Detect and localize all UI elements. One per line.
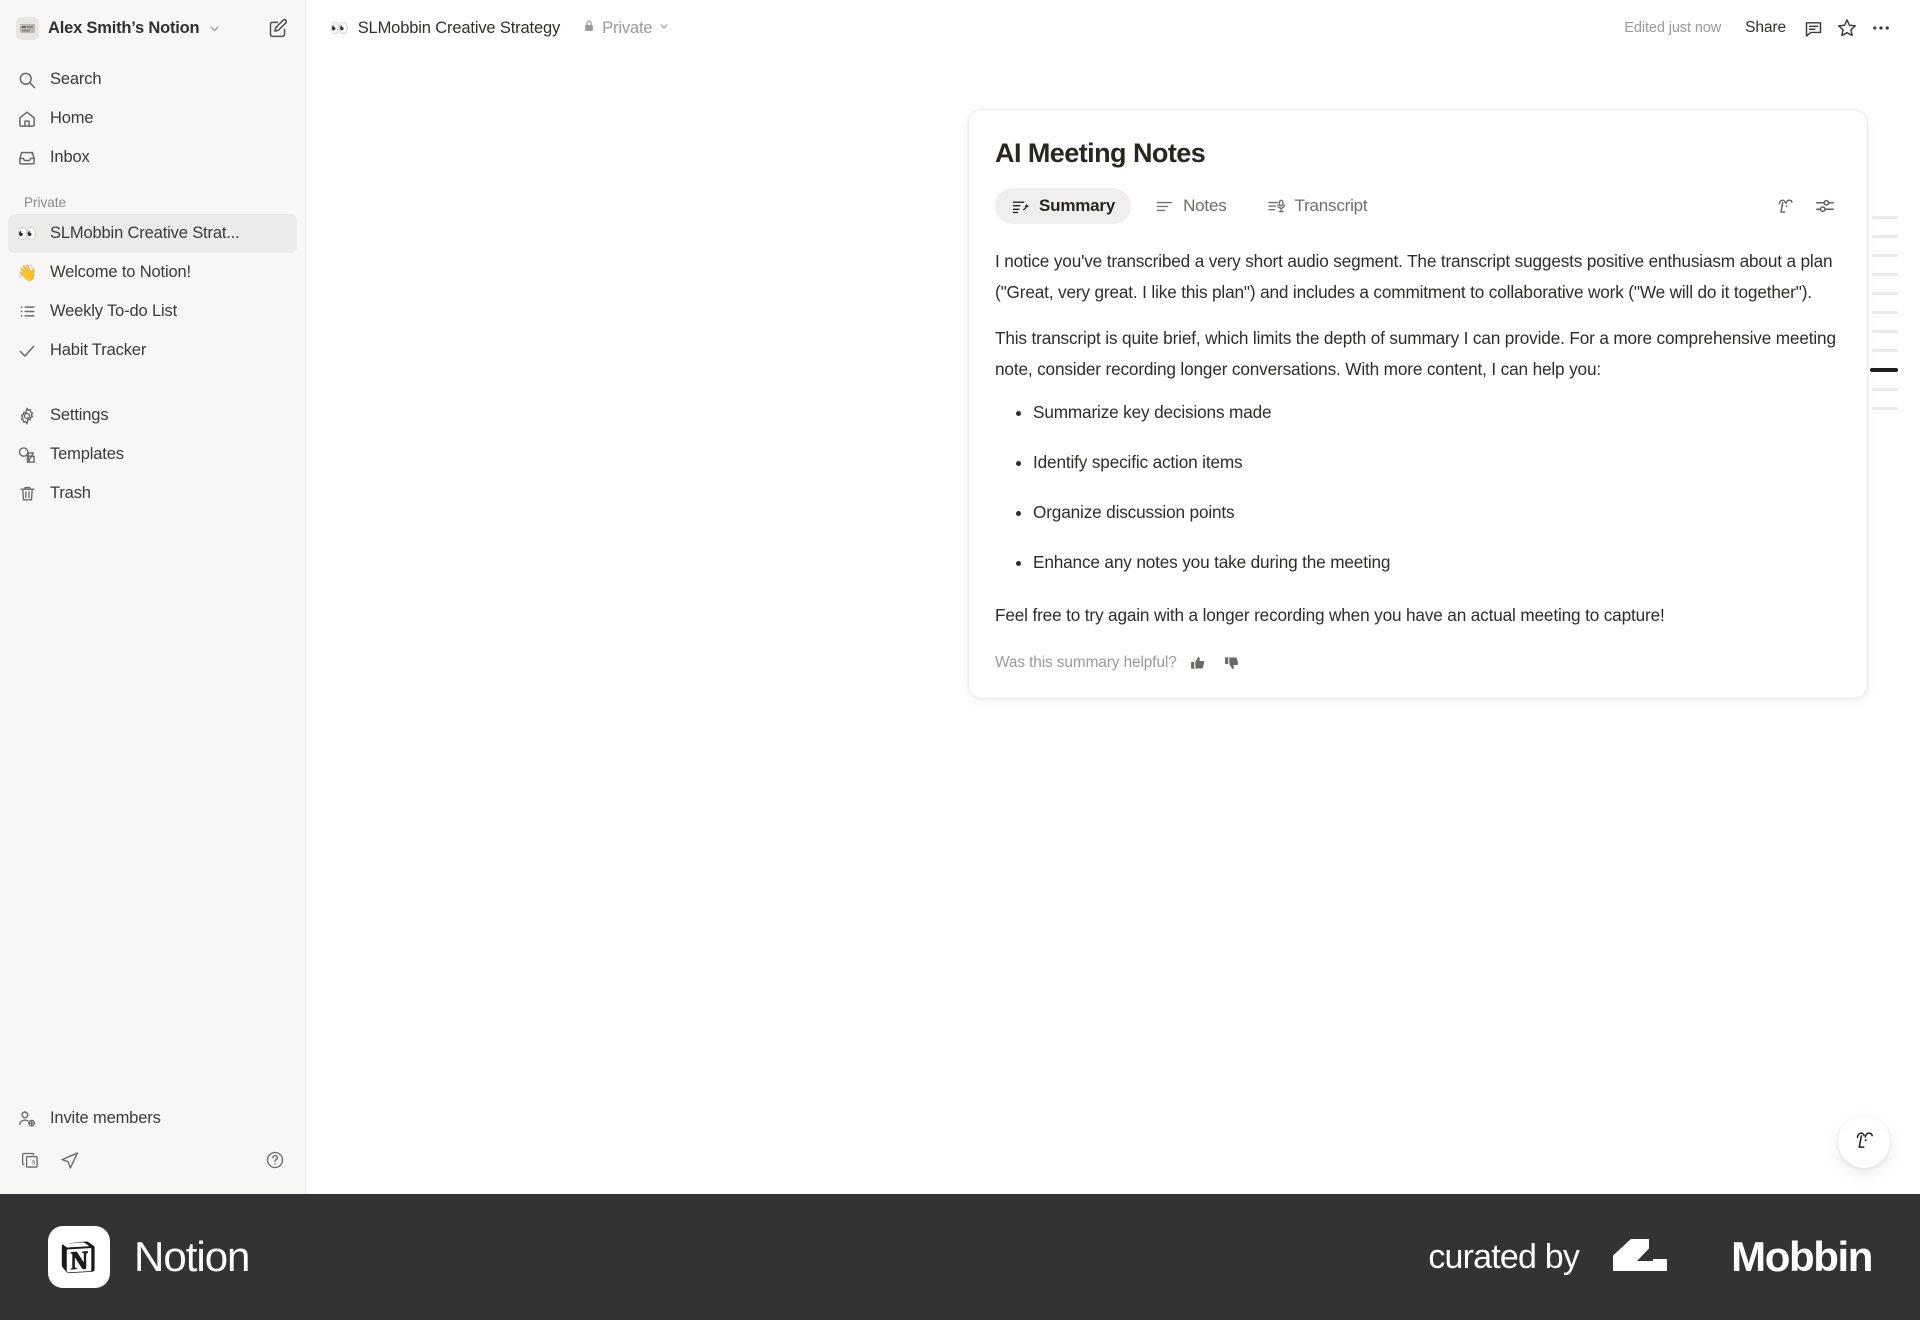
sidebar-item-label: Templates [50,445,124,463]
curated-by-block [1428,1231,1872,1284]
tab-label: Transcript [1294,196,1368,215]
sidebar-item-trash[interactable] [8,474,297,513]
add-person-icon [16,1108,38,1130]
sidebar-item-welcome-to-notion[interactable] [8,253,297,292]
mobbin-brand-name: Mobbin [1731,1233,1872,1280]
thumbs-up-icon[interactable] [1185,650,1211,676]
ai-assistant-button[interactable] [1838,1116,1890,1168]
eyes-emoji-icon: 👀 [17,225,37,243]
sidebar-item-home[interactable] [8,99,297,138]
list-item: Summarize key decisions made [995,400,1841,426]
minimap-line [1872,235,1898,238]
trash-icon [16,483,38,505]
home-icon [16,108,38,130]
comment-icon[interactable] [1796,11,1830,45]
sidebar [0,0,306,1194]
sidebar-item-settings[interactable] [8,396,297,435]
sidebar-item-label: Search [50,70,102,88]
sidebar-item-slmobbin-creative-strategy[interactable] [8,214,297,253]
sidebar-item-templates[interactable] [8,435,297,474]
invite-members-button[interactable] [8,1099,297,1138]
sidebar-item-weekly-todo-list[interactable] [8,292,297,331]
sidebar-item-label: Inbox [50,148,90,166]
thumbs-down-icon[interactable] [1219,650,1245,676]
list-icon [16,301,38,323]
minimap-line-active [1870,368,1898,372]
send-icon[interactable] [59,1150,80,1171]
sidebar-section-label: Private [24,195,66,210]
sidebar-icon-row [8,1138,297,1182]
minimap-line [1872,254,1898,257]
minimap-line [1872,216,1898,219]
minimap-line [1872,388,1898,391]
gear-icon [16,405,38,427]
main-content [306,0,1920,1194]
minimap-line [1872,349,1898,352]
page-title: SLMobbin Creative Strategy [357,18,561,37]
tab-summary[interactable] [995,188,1131,224]
duplicate-icon[interactable] [20,1150,41,1171]
tab-transcript[interactable] [1251,188,1384,224]
help-icon[interactable] [265,1150,285,1170]
notes-icon [1155,197,1174,216]
privacy-badge[interactable] [582,19,670,38]
outline-minimap[interactable] [1870,216,1898,410]
svg-text:9: 9 [31,1158,36,1166]
tab-notes[interactable] [1139,188,1242,224]
feedback-row [995,650,1841,676]
minimap-line [1872,407,1898,410]
wave-emoji-icon: 👋 [17,264,37,282]
mobbin-footer-bar [0,1194,1920,1320]
minimap-line [1872,311,1898,314]
lock-icon [582,19,596,38]
edited-status: Edited just now [1624,20,1722,36]
star-icon[interactable] [1830,11,1864,45]
search-icon [16,69,38,91]
topbar-actions [1624,11,1898,45]
notion-brand-name: Notion [134,1233,250,1280]
privacy-label: Private [602,18,653,37]
card-title: AI Meeting Notes [995,138,1206,168]
summary-paragraph-1: I notice you've transcribed a very short audio segment. The transcript suggests positive enthusiasm about a plan ("Great, very great. I like this plan") and includes a commitment to collaborative work ("We will do it together"). [995,251,1833,302]
feedback-question: Was this summary helpful? [995,654,1177,672]
curated-by-label: curated by [1428,1237,1580,1276]
check-icon [16,340,38,362]
notion-logo-icon [48,1226,110,1288]
ai-face-icon[interactable] [1769,190,1801,222]
sidebar-item-label: Habit Tracker [50,341,147,359]
topbar [306,0,1920,56]
sidebar-item-inbox[interactable] [8,138,297,177]
chevron-down-icon [208,22,221,35]
templates-icon [16,444,38,466]
list-item: Identify specific action items [995,450,1841,476]
card-tabs [995,188,1841,224]
sidebar-item-label: Trash [50,484,91,502]
summary-paragraph-3: Feel free to try again with a longer recording when you have an actual meeting to capture! [995,604,1665,625]
sliders-icon[interactable] [1809,190,1841,222]
minimap-line [1872,330,1898,333]
summary-paragraph-2: This transcript is quite brief, which limits the depth of summary I can provide. For a more comprehensive meeting note, consider recording longer conversations. With more content, I can help you: [995,328,1836,379]
list-item: Enhance any notes you take during the meeting [995,550,1841,576]
tab-label: Notes [1183,196,1227,215]
sidebar-item-label: Welcome to Notion! [50,263,191,281]
primary-nav [0,56,305,513]
sidebar-item-habit-tracker[interactable] [8,331,297,370]
sidebar-footer [0,1099,305,1194]
sidebar-item-label: Weekly To-do List [50,302,178,320]
more-options-icon[interactable] [1864,11,1898,45]
invite-members-label: Invite members [50,1109,161,1127]
eyes-emoji-icon: 👀 [330,20,349,37]
notion-brand [48,1226,249,1288]
workspace-name: Alex Smith’s Notion [48,18,200,37]
minimap-line [1872,292,1898,295]
compose-icon[interactable] [263,14,291,42]
sidebar-item-label: Settings [50,406,109,424]
breadcrumb[interactable] [330,19,560,38]
workspace-switcher[interactable] [0,0,305,56]
tab-label: Summary [1039,196,1116,215]
content-scroll-area [306,56,1920,1194]
ai-meeting-notes-card [968,109,1868,699]
sidebar-item-label: SLMobbin Creative Strat... [50,224,240,242]
transcript-icon [1267,197,1286,216]
minimap-line [1872,273,1898,276]
nav-divider-gap [8,370,297,396]
chevron-down-icon [658,19,670,37]
capability-list [995,400,1841,575]
sidebar-item-label: Home [50,109,94,127]
inbox-icon [16,147,38,169]
summary-icon [1011,197,1030,216]
ai-face-icon [1851,1127,1877,1158]
share-button[interactable]: Share [1745,19,1786,36]
list-item: Organize discussion points [995,500,1841,526]
sidebar-item-search[interactable] [8,60,297,99]
mobbin-logo-icon [1609,1231,1701,1284]
workspace-avatar [16,17,39,40]
